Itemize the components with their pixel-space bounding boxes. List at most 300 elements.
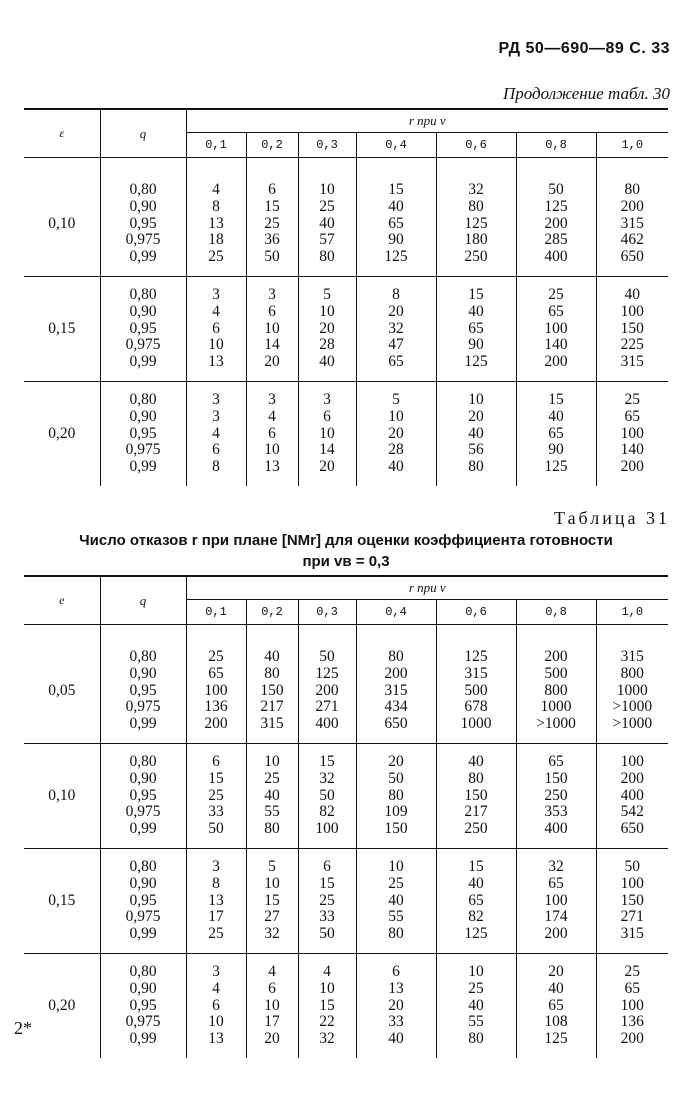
r-value-cell	[186, 158, 246, 277]
r-value: 15	[319, 874, 335, 892]
r-value: 65	[388, 214, 404, 232]
r-value: 100	[620, 753, 644, 770]
r-value-cell	[436, 277, 516, 382]
q-value: 0,99	[129, 820, 157, 838]
r-value: 400	[544, 820, 568, 838]
r-value: 40	[468, 996, 484, 1014]
r-value-cell	[246, 744, 298, 849]
r-value: 217	[464, 803, 488, 821]
r-value: 32	[548, 858, 564, 875]
q-value: 0,90	[129, 407, 157, 425]
r-value: 400	[620, 786, 644, 804]
r-value: 25	[319, 197, 335, 215]
r-value: 40	[388, 197, 404, 215]
r-value: 200	[620, 458, 644, 476]
r-value: 125	[544, 197, 568, 215]
r-value: 3	[212, 858, 220, 875]
r-value: 25	[319, 891, 335, 909]
r-value: 40	[264, 648, 280, 665]
r-value: 40	[468, 424, 484, 442]
r-value: 800	[544, 681, 568, 699]
r-value: 271	[620, 908, 644, 926]
r-value: 15	[319, 753, 335, 770]
r-value-cell	[186, 744, 246, 849]
r-value: 36	[264, 231, 280, 249]
r-value: 40	[548, 407, 564, 425]
r-value: 13	[388, 979, 404, 997]
q-value: 0,99	[129, 458, 157, 476]
r-value: 80	[388, 786, 404, 804]
r-value: 3	[212, 407, 220, 425]
r-value: 55	[264, 803, 280, 821]
r-value-cell	[596, 382, 668, 487]
r-value: 40	[468, 302, 484, 320]
r-value: 15	[264, 891, 280, 909]
r-value: 40	[388, 458, 404, 476]
r-value: 10	[319, 979, 335, 997]
q-value: 0,95	[129, 214, 157, 232]
v-header: 0,4	[356, 133, 436, 158]
r-value: 3	[268, 286, 276, 303]
r-value: 57	[319, 231, 335, 249]
r-value: 8	[212, 458, 220, 476]
r-value: 20	[548, 963, 564, 980]
q-value: 0,80	[129, 648, 157, 665]
r-value: 650	[384, 715, 408, 733]
r-value: 80	[388, 648, 404, 665]
r-value: 25	[624, 963, 641, 980]
r-value-cell	[298, 625, 356, 744]
r-value: 25	[388, 874, 404, 892]
r-value: 4	[323, 963, 331, 980]
r-value: 125	[464, 648, 488, 665]
r-value: 6	[212, 753, 220, 770]
r-value: 20	[319, 458, 335, 476]
r-value: 136	[204, 698, 228, 716]
epsilon-header: e	[24, 576, 100, 625]
r-value: 100	[620, 302, 644, 320]
r-value: 10	[264, 441, 280, 459]
q-value: 0,95	[129, 786, 157, 804]
r-value: 10	[388, 858, 404, 875]
r-value: 271	[315, 698, 339, 716]
table-31-caption	[24, 530, 668, 572]
r-value: 10	[264, 874, 280, 892]
table-block-row	[24, 382, 668, 487]
r-value: 200	[315, 681, 339, 699]
r-value: 180	[464, 231, 488, 249]
r-value-cell	[356, 625, 436, 744]
r-value: 15	[468, 286, 484, 303]
q-value: 0,90	[129, 302, 157, 320]
r-value: 32	[319, 769, 335, 787]
q-header: q	[100, 576, 186, 625]
r-value: 13	[264, 458, 280, 476]
r-value: 140	[544, 336, 568, 354]
r-value: 125	[464, 353, 488, 371]
r-value: 80	[264, 820, 280, 838]
r-value: 100	[315, 820, 339, 838]
r-value-cell	[436, 849, 516, 954]
r-value: 25	[208, 248, 224, 266]
r-value: 25	[208, 786, 224, 804]
r-value-cell	[596, 158, 668, 277]
q-cell	[100, 382, 186, 487]
r-value: 10	[468, 391, 484, 408]
r-value: 65	[624, 979, 641, 997]
r-value: 80	[468, 1030, 484, 1048]
r-value: 17	[208, 908, 224, 926]
table30-body	[24, 158, 668, 487]
r-value: 80	[264, 664, 280, 682]
r-value: 40	[468, 753, 484, 770]
r-value: 20	[264, 1030, 280, 1048]
r-value-cell	[246, 849, 298, 954]
r-value: 14	[319, 441, 335, 459]
r-value: 4	[212, 424, 220, 442]
r-value: 200	[204, 715, 228, 733]
r-value: 678	[464, 698, 488, 716]
q-value: 0,90	[129, 664, 157, 682]
q-value: 0,975	[125, 336, 161, 354]
r-value: 20	[319, 319, 335, 337]
r-value: 650	[620, 248, 644, 266]
q-value: 0,99	[129, 1030, 157, 1048]
r-value: 10	[208, 336, 224, 354]
r-group-header: r при v	[186, 576, 668, 600]
r-value-cell	[436, 382, 516, 487]
q-value: 0,95	[129, 424, 157, 442]
r-value: 250	[464, 248, 488, 266]
r-value: 18	[208, 231, 224, 249]
r-value: 28	[319, 336, 335, 354]
r-value: 6	[268, 979, 276, 997]
r-value: 6	[323, 407, 331, 425]
r-value: 250	[464, 820, 488, 838]
r-value: 650	[620, 820, 644, 838]
r-value: 25	[208, 648, 224, 665]
r-value: 33	[208, 803, 224, 821]
r-value-cell	[186, 625, 246, 744]
r-value: 65	[388, 353, 404, 371]
r-value: 40	[319, 353, 335, 371]
r-value: 32	[468, 181, 484, 198]
r-value: 10	[319, 181, 335, 198]
r-value: 125	[464, 925, 488, 943]
r-value: 50	[624, 858, 641, 875]
r-value: 200	[620, 197, 644, 215]
r-value: 25	[624, 391, 641, 408]
r-value-cell	[596, 277, 668, 382]
r-value: 56	[468, 441, 484, 459]
r-value: 15	[319, 996, 335, 1014]
table-31	[24, 575, 668, 1058]
caption-line-2: при vв = 0,3	[302, 553, 390, 570]
r-value-cell	[436, 158, 516, 277]
q-value: 0,975	[125, 1013, 161, 1031]
r-value: 800	[620, 664, 644, 682]
r-value: 100	[544, 319, 568, 337]
r-value: 100	[204, 681, 228, 699]
r-value: 20	[264, 353, 280, 371]
r-value: 136	[620, 1013, 644, 1031]
r-value: 200	[544, 648, 568, 665]
r-value-cell	[356, 954, 436, 1059]
r-value: 8	[212, 197, 220, 215]
q-value: 0,99	[129, 353, 157, 371]
r-value: 150	[260, 681, 284, 699]
r-value: 40	[624, 286, 641, 303]
q-value: 0,90	[129, 979, 157, 997]
r-group-header: r при v	[186, 109, 668, 133]
q-value: 0,80	[129, 858, 157, 875]
q-value: 0,95	[129, 319, 157, 337]
r-value: 33	[319, 908, 335, 926]
v-header: 0,3	[298, 600, 356, 625]
r-value-cell	[246, 954, 298, 1059]
r-value-cell	[356, 744, 436, 849]
r-value: 40	[388, 1030, 404, 1048]
r-value: 125	[544, 458, 568, 476]
table-block-row	[24, 277, 668, 382]
r-value-cell	[516, 277, 596, 382]
r-value: 315	[620, 353, 644, 371]
r-value-cell	[298, 849, 356, 954]
r-value: 80	[468, 458, 484, 476]
r-value: 50	[319, 648, 335, 665]
epsilon-cell: 0,20	[48, 996, 76, 1014]
r-value: 47	[388, 336, 404, 354]
r-value-cell	[356, 277, 436, 382]
r-value: 3	[323, 391, 331, 408]
q-cell	[100, 158, 186, 277]
r-value-cell	[186, 382, 246, 487]
table-block-row	[24, 744, 668, 849]
r-value: 10	[208, 1013, 224, 1031]
r-value: 17	[264, 1013, 280, 1031]
r-value: 40	[548, 979, 564, 997]
r-value: 217	[260, 698, 284, 716]
table-continuation-label: Продолжение табл. 30	[502, 84, 670, 103]
r-value: 6	[212, 319, 220, 337]
q-value: 0,975	[125, 441, 161, 459]
r-value: >1000	[536, 715, 576, 733]
r-value: 4	[212, 181, 220, 198]
r-value: 8	[392, 286, 400, 303]
r-value: 200	[544, 214, 568, 232]
q-value: 0,95	[129, 996, 157, 1014]
v-header: 1,0	[596, 600, 668, 625]
table-31-label: Таблица 31	[554, 508, 670, 528]
r-value: 15	[264, 197, 280, 215]
r-value: 150	[384, 820, 408, 838]
r-value: 33	[388, 1013, 404, 1031]
r-value: 462	[620, 231, 644, 249]
r-value: 400	[315, 715, 339, 733]
r-value-cell	[246, 277, 298, 382]
q-value: 0,90	[129, 769, 157, 787]
r-value-cell	[186, 954, 246, 1059]
table-block-row	[24, 849, 668, 954]
r-value: 50	[264, 248, 280, 266]
r-value: 200	[620, 769, 644, 787]
r-value: 13	[208, 1030, 224, 1048]
r-value-cell	[246, 382, 298, 487]
r-value: 25	[264, 214, 280, 232]
r-value: 315	[620, 648, 644, 665]
q-value: 0,975	[125, 908, 161, 926]
r-value-cell	[596, 625, 668, 744]
r-value: 10	[468, 963, 484, 980]
q-value: 0,90	[129, 874, 157, 892]
q-value: 0,95	[129, 681, 157, 699]
r-value-cell	[596, 744, 668, 849]
r-value-cell	[436, 625, 516, 744]
r-value: 140	[620, 441, 644, 459]
r-value: 10	[388, 407, 404, 425]
q-value: 0,80	[129, 181, 157, 198]
r-value: 174	[544, 908, 568, 926]
r-value: 82	[468, 908, 484, 926]
r-value: 6	[212, 996, 220, 1014]
epsilon-cell: 0,10	[24, 744, 100, 849]
table31-body	[24, 625, 668, 1059]
r-value: 125	[384, 248, 408, 266]
r-value: 6	[268, 181, 276, 198]
r-value: 400	[544, 248, 568, 266]
r-value: 1000	[540, 698, 572, 716]
r-value-cell	[596, 849, 668, 954]
q-value: 0,95	[129, 891, 157, 909]
r-value-cell	[516, 849, 596, 954]
r-value-cell	[516, 744, 596, 849]
r-value: 10	[264, 753, 280, 770]
r-value: 3	[212, 963, 220, 980]
r-value: 6	[392, 963, 400, 980]
r-value: 109	[384, 803, 408, 821]
r-value: 4	[268, 407, 276, 425]
epsilon-cell: 0,15	[24, 277, 100, 382]
r-value: >1000	[612, 715, 653, 733]
r-value: 125	[544, 1030, 568, 1048]
r-value: 32	[319, 1030, 335, 1048]
r-value: 500	[544, 664, 568, 682]
caption-line-1: Число отказов r при плане [NMr] для оценки коэффициента готовности	[79, 532, 613, 549]
r-value: 40	[319, 214, 335, 232]
v-header: 0,8	[516, 133, 596, 158]
r-value: 15	[468, 858, 484, 875]
r-value: 50	[319, 786, 335, 804]
r-value: 285	[544, 231, 568, 249]
r-value: >1000	[612, 698, 653, 716]
r-value: 13	[208, 891, 224, 909]
q-value: 0,975	[125, 698, 161, 716]
r-value: 434	[384, 698, 408, 716]
r-value: 65	[548, 302, 564, 320]
epsilon-cell: 0,10	[24, 158, 100, 277]
r-value: 25	[208, 925, 224, 943]
r-value: 15	[388, 181, 404, 198]
r-value: 40	[388, 891, 404, 909]
r-value: 150	[464, 786, 488, 804]
r-value: 5	[268, 858, 276, 875]
r-value: 6	[323, 858, 331, 875]
q-value: 0,975	[125, 803, 161, 821]
r-value: 1000	[616, 681, 648, 699]
r-value: 542	[620, 803, 644, 821]
r-value: 65	[548, 753, 564, 770]
r-value: 32	[264, 925, 280, 943]
r-value: 25	[548, 286, 564, 303]
r-value-cell	[436, 744, 516, 849]
r-value: 14	[264, 336, 280, 354]
page-footnote: 2*	[14, 1018, 32, 1038]
r-value: 200	[544, 353, 568, 371]
r-value: 90	[388, 231, 404, 249]
epsilon-header: ε	[24, 109, 100, 158]
v-header: 0,3	[298, 133, 356, 158]
q-header: q	[100, 109, 186, 158]
r-value: 20	[388, 996, 404, 1014]
r-value: 13	[208, 214, 224, 232]
r-value-cell	[356, 382, 436, 487]
table-30	[24, 108, 668, 486]
r-value: 315	[464, 664, 488, 682]
r-value: 200	[620, 1030, 644, 1048]
r-value: 65	[468, 891, 484, 909]
r-value: 315	[260, 715, 284, 733]
r-value-cell	[186, 277, 246, 382]
r-value: 500	[464, 681, 488, 699]
r-value-cell	[186, 849, 246, 954]
v-header: 0,2	[246, 600, 298, 625]
r-value-cell	[298, 954, 356, 1059]
r-value: 65	[548, 996, 564, 1014]
r-value: 80	[388, 925, 404, 943]
r-value-cell	[298, 277, 356, 382]
r-value: 10	[264, 319, 280, 337]
r-value: 50	[388, 769, 404, 787]
v-header: 0,8	[516, 600, 596, 625]
r-value-cell	[298, 382, 356, 487]
r-value: 6	[268, 424, 276, 442]
r-value: 1000	[460, 715, 492, 733]
r-value-cell	[516, 382, 596, 487]
table-block-row	[24, 954, 668, 1059]
q-value: 0,80	[129, 391, 157, 408]
r-value: 100	[544, 891, 568, 909]
r-value: 6	[212, 441, 220, 459]
q-cell	[100, 277, 186, 382]
r-value: 65	[468, 319, 484, 337]
epsilon-cell: 0,20	[48, 424, 76, 442]
r-value: 20	[468, 407, 484, 425]
epsilon-cell: 0,05	[24, 625, 100, 744]
r-value: 8	[212, 874, 220, 892]
r-value: 10	[319, 424, 335, 442]
r-value: 28	[388, 441, 404, 459]
r-value: 5	[323, 286, 331, 303]
v-header: 0,1	[186, 133, 246, 158]
r-value: 15	[548, 391, 564, 408]
page-header: РД 50—690—89 С. 33	[498, 40, 670, 57]
r-value: 80	[468, 769, 484, 787]
r-value: 65	[548, 874, 564, 892]
r-value: 80	[468, 197, 484, 215]
r-value: 3	[212, 391, 220, 408]
r-value: 65	[548, 424, 564, 442]
r-value-cell	[246, 625, 298, 744]
